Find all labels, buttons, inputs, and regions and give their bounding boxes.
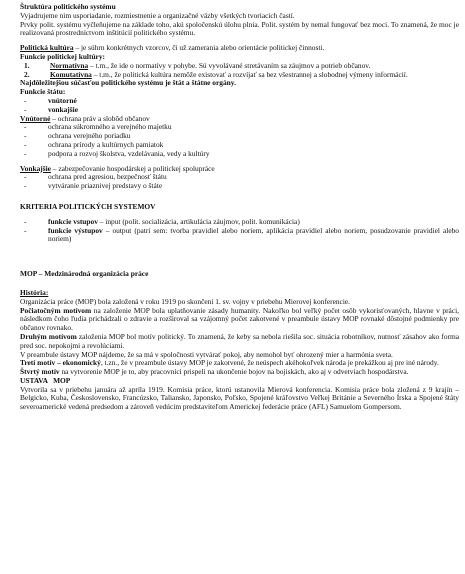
list-item: - vonkajšie [24,104,78,114]
dash-list [20,97,459,115]
paragraph: Organizácia práce (MOP) bola založená v roku 1919 po skončení 1. sv. vojny v priebehu Mierovej konferencie. [20,296,351,306]
paragraph: Druhým motívom založenia MOP bol motív politický. To znamená, že keby sa nebola riešila soc. situácia robotníkov, nutnosť zásahov ako forma pred soc. nepokojmi a revolúciami. [20,331,460,350]
list-item: - ochrana verejného poriadku [24,131,131,141]
list-item: 2. Komutatívna – t.m., že politická kultúra nemôže existovať a rozvíjať sa bez všestrannej a slobodnej výmeny informácií. [24,69,408,79]
paragraph: Počiatočným motívom na založenie MOP bola uplatňovanie zásady humanity. Nakoľko bol veľký počet osôb vykorisťovaných, hlavne v práci, následkom čoho ľudia prichádzali o zdravie a rozširoval sa vzájomný počet zakotvené v preambule ústavy MOP rovnaké dôstojné podmienky pre občanov rovnako. [20,305,459,333]
paragraph: Vyjadrujeme nim usporiadanie, rozmiestnenie a organizačné väzby všetkých tvoriacich častí. [20,10,295,20]
list-item: - vnútorné [24,95,77,105]
subheading-culture-functions: Funkcie politickej kultúry: [20,51,105,61]
political-culture-definition: Politická kultúra – je súhrn konkrétnych vzorcov, či už zamerania alebo orientácie politickej činnosti. [20,43,325,53]
numbered-list [20,62,459,80]
paragraph: Tretí motív – ekonomický, t.zn., že v preambule ústavy MOP je zakotvené, že neúspech akéhokoľvek národa je prekážkou aj pre iné národy. [20,358,439,368]
section-title-mop: MOP – Medzinárodná organizácia práce [20,269,149,279]
paragraph: Štvrtý motív na vytvorenie MOP je to, aby pracovníci prispeli na ukončenie bojov na bojiskách, ako aj v odvetviach hospodárstva. [20,367,409,377]
internal-functions-heading: Vnútorné – ochrana práv a slobôd občanov [20,113,150,123]
list-item: - podpora a rozvoj školstva, vzdelávania, vedy a kultúry [24,148,210,158]
subheading-state-functions: Funkcie štátu: [20,87,66,97]
paragraph: Prvky polit. systému vyčleňujeme na základe toho, akú spoločenskú úlohu plnia. Polit. systém by nemal fungovať bez moci. To znamená, že moc je realizovaná prostredníctvom inštitúcií politického systému. [20,19,459,38]
list-item: - vytváranie priaznivej predstavy o štáte [24,181,163,191]
section-title-structure: Štruktúra politického systému [20,2,116,11]
dash-list [20,218,459,244]
list-item: - ochrana pred agresiou, bezpečnosť štátu [24,172,167,182]
paragraph: V preambule ústavy MOP nájdeme, že sa má v spoločnosti vytvárať pokoj, aby nemohol byť ohrozený mier a harmónia sveta. [20,349,393,359]
list-item: - funkcie vstupov – input (polit. socializácia, artikulácia záujmov, polit. komunikácia) [24,216,300,226]
subheading-constitution: USTAVA MOP [20,375,71,385]
list-item: 1. Normatívna – t.m., že ide o normatívy v pohybe. Sú vyvolávané stretávaním sa záujmov a potrieb občanov. [24,60,371,70]
external-functions-heading: Vonkajšie – zabezpečovanie hospodárskej a politickej spolupráce [20,163,215,173]
state-statement: Najdôležitejšou súčasťou politického systému je štát a štátne orgány. [20,78,236,88]
section-title-criteria: KRITERIA POLITICKÝCH SYSTEMOV [20,201,156,211]
subheading-history: História: [20,287,49,297]
dash-list [20,173,459,191]
list-item: - funkcie výstupov – output (patri sem: tvorba pravidiel alebo noriem, aplikácia pravidiel alebo noriem, posudzovanie pravidiel alebo noriem) [24,225,460,244]
term: Politická kultúra [20,43,74,53]
list-item: - ochrana prírody a kultúrnych pamiatok [24,139,164,149]
list-item: - ochrana súkromného a verejného majetku [24,122,172,132]
dash-list [20,123,459,158]
paragraph: Vytvorila sa v priebehu januára až apríla 1919. Komisia práce, ktorú ustanovila Mierová konferencia. Komisia práce bola zložená z 9 krajín – Belgicko, Kuba, Československo, Francúzsko, Taliansko, Japonsko, Poľsko, Spojené kráľovstvo Veľkej Británie a Severného Írska a Spojené štáty severoamerické vedená predsedom a zároveň vedúcim predstaviteľom Americkej federácie práce (AFL) Samuelom Gompersom. [20,384,459,412]
